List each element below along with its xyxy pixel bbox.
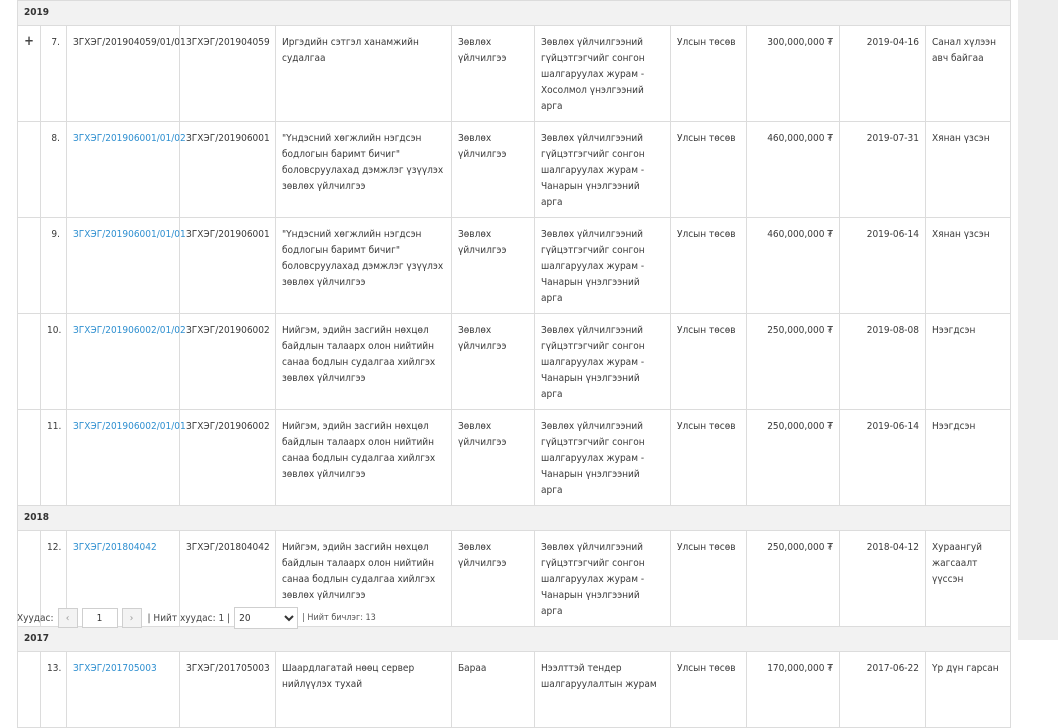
- procurement-type: Зөвлөх үйлчилгээ: [452, 122, 535, 218]
- year-group-row: [18, 506, 1011, 531]
- table-row[interactable]: [18, 218, 1011, 314]
- funding-source: Улсын төсөв: [671, 218, 747, 314]
- expand-plus-icon[interactable]: +: [24, 34, 34, 49]
- table-row[interactable]: [18, 410, 1011, 506]
- reference-cell: [67, 122, 186, 218]
- expand-cell: [18, 652, 41, 728]
- reference-cell: [67, 652, 180, 728]
- tender-status: Нээгдсэн: [926, 314, 1011, 410]
- procurement-method: Зөвлөх үйлчилгээний гүйцэтгэгчийг сонгон шалгаруулах журам - Чанарын үнэлгээний арга: [535, 218, 671, 314]
- funding-source: Улсын төсөв: [671, 314, 747, 410]
- page-number-input[interactable]: [82, 608, 118, 628]
- page-size-select[interactable]: [234, 607, 298, 629]
- tender-code: ЗГХЭГ/201904059: [180, 26, 276, 122]
- expand-cell: [18, 26, 41, 122]
- procurement-method: Зөвлөх үйлчилгээний гүйцэтгэгчийг сонгон шалгаруулах журам - Чанарын үнэлгээний арга: [535, 314, 671, 410]
- table-row[interactable]: [18, 652, 1011, 728]
- tender-code: ЗГХЭГ/201906002: [180, 314, 276, 410]
- reference-text: ЗГХЭГ/201904059/01/01: [73, 37, 186, 48]
- total-records-text: | Нийт бичлэг: 13: [302, 613, 376, 623]
- procurement-type: Зөвлөх үйлчилгээ: [452, 314, 535, 410]
- funding-source: Улсын төсөв: [671, 26, 747, 122]
- announce-date: 2019-08-08: [840, 314, 926, 410]
- reference-cell: [67, 314, 186, 410]
- procurement-method: Зөвлөх үйлчилгээний гүйцэтгэгчийг сонгон шалгаруулах журам - Чанарын үнэлгээний арга: [535, 531, 671, 627]
- budget-amount: 460,000,000 ₮: [747, 218, 840, 314]
- tender-code: ЗГХЭГ/201705003: [180, 652, 276, 728]
- tender-name: Нийгэм, эдийн засгийн нөхцөл байдлын талаарх олон нийтийн санаа бодлын судалгаа хийлгэх зөвлөх үйлчилгээ: [276, 410, 452, 506]
- reference-link[interactable]: ЗГХЭГ/201705003: [73, 663, 157, 674]
- table-row[interactable]: [18, 122, 1011, 218]
- budget-amount: 300,000,000 ₮: [747, 26, 840, 122]
- funding-source: Улсын төсөв: [671, 410, 747, 506]
- year-group-row: [18, 627, 1011, 652]
- budget-amount: 460,000,000 ₮: [747, 122, 840, 218]
- announce-date: 2019-06-14: [840, 218, 926, 314]
- year-group-label: 2019: [18, 1, 1011, 26]
- year-group-label: 2018: [18, 506, 1011, 531]
- funding-source: Улсын төсөв: [671, 122, 747, 218]
- row-number: 10.: [41, 314, 67, 410]
- procurement-type: Зөвлөх үйлчилгээ: [452, 26, 535, 122]
- procurement-type: Бараа: [452, 652, 535, 728]
- tender-code: ЗГХЭГ/201804042: [180, 531, 276, 627]
- row-number: 9.: [41, 218, 67, 314]
- tender-name: Шаардлагатай нөөц сервер нийлүүлэх тухай: [276, 652, 452, 728]
- procurement-type: Зөвлөх үйлчилгээ: [452, 410, 535, 506]
- tender-code: ЗГХЭГ/201906001: [180, 218, 276, 314]
- tender-status: Хянан үзсэн: [926, 218, 1011, 314]
- reference-link[interactable]: ЗГХЭГ/201906002/01/01: [73, 421, 186, 432]
- procurement-method: Зөвлөх үйлчилгээний гүйцэтгэгчийг сонгон шалгаруулах журам - Хосолмол үнэлгээний арга: [535, 26, 671, 122]
- procurement-method: Зөвлөх үйлчилгээний гүйцэтгэгчийг сонгон шалгаруулах журам - Чанарын үнэлгээний арга: [535, 410, 671, 506]
- row-number: 12.: [41, 531, 67, 627]
- funding-source: Улсын төсөв: [671, 652, 747, 728]
- announce-date: 2018-04-12: [840, 531, 926, 627]
- announce-date: 2019-04-16: [840, 26, 926, 122]
- total-pages-text: | Нийт хуудас: 1 |: [147, 612, 231, 624]
- tender-name: Иргэдийн сэтгэл ханамжийн судалгаа: [276, 26, 452, 122]
- procurement-method: Нээлттэй тендер шалгаруулалтын журам: [535, 652, 671, 728]
- expand-cell: [18, 410, 41, 506]
- announce-date: 2019-06-14: [840, 410, 926, 506]
- reference-cell: [67, 26, 186, 122]
- next-page-button[interactable]: [122, 608, 142, 628]
- funding-source: Улсын төсөв: [671, 531, 747, 627]
- tender-name: Нийгэм, эдийн засгийн нөхцөл байдлын талаарх олон нийтийн санаа бодлын судалгаа хийлгэх зөвлөх үйлчилгээ: [276, 314, 452, 410]
- tender-status: Нээгдсэн: [926, 410, 1011, 506]
- row-number: 8.: [41, 122, 67, 218]
- vertical-scrollbar[interactable]: [1018, 0, 1058, 640]
- procurement-type: Зөвлөх үйлчилгээ: [452, 218, 535, 314]
- page-label: Хуудас:: [17, 612, 54, 624]
- budget-amount: 250,000,000 ₮: [747, 531, 840, 627]
- tender-status: Санал хүлээн авч байгаа: [926, 26, 1011, 122]
- tender-code: ЗГХЭГ/201906002: [180, 410, 276, 506]
- procurement-type: Зөвлөх үйлчилгээ: [452, 531, 535, 627]
- budget-amount: 170,000,000 ₮: [747, 652, 840, 728]
- year-group-label: 2017: [18, 627, 1011, 652]
- pagination-bar: [17, 606, 376, 630]
- expand-cell: [18, 218, 41, 314]
- tender-code: ЗГХЭГ/201906001: [180, 122, 276, 218]
- row-number: 13.: [41, 652, 67, 728]
- reference-link[interactable]: ЗГХЭГ/201906002/01/02: [73, 325, 186, 336]
- year-group-row: [18, 1, 1011, 26]
- expand-cell: [18, 122, 41, 218]
- tender-status: Хураангуй жагсаалт үүссэн: [926, 531, 1011, 627]
- procurement-method: Зөвлөх үйлчилгээний гүйцэтгэгчийг сонгон шалгаруулах журам - Чанарын үнэлгээний арга: [535, 122, 671, 218]
- budget-amount: 250,000,000 ₮: [747, 314, 840, 410]
- announce-date: 2019-07-31: [840, 122, 926, 218]
- reference-cell: [67, 410, 186, 506]
- row-number: 11.: [41, 410, 67, 506]
- tender-status: Үр дүн гарсан: [926, 652, 1011, 728]
- budget-amount: 250,000,000 ₮: [747, 410, 840, 506]
- chevron-left-icon: ‹: [65, 612, 70, 624]
- row-number: 7.: [41, 26, 67, 122]
- tender-name: Нийгэм, эдийн засгийн нөхцөл байдлын талаарх олон нийтийн санаа бодлын судалгаа хийлгэх зөвлөх үйлчилгээ: [276, 531, 452, 627]
- announce-date: 2017-06-22: [840, 652, 926, 728]
- chevron-right-icon: ›: [129, 612, 134, 624]
- reference-link[interactable]: ЗГХЭГ/201906001/01/01: [73, 229, 186, 240]
- table-row[interactable]: [18, 314, 1011, 410]
- expand-cell: [18, 314, 41, 410]
- reference-link[interactable]: ЗГХЭГ/201906001/01/02: [73, 133, 186, 144]
- tender-name: "Үндэсний хөгжлийн нэгдсэн бодлогын баримт бичиг" боловсруулахад дэмжлэг үзүүлэх зөвлөх үйлчилгээ: [276, 218, 452, 314]
- reference-cell: [67, 218, 186, 314]
- tender-name: "Үндэсний хөгжлийн нэгдсэн бодлогын баримт бичиг" боловсруулахад дэмжлэг үзүүлэх зөвлөх үйлчилгээ: [276, 122, 452, 218]
- table-row[interactable]: [18, 26, 1011, 122]
- reference-link[interactable]: ЗГХЭГ/201804042: [73, 542, 157, 553]
- prev-page-button[interactable]: [58, 608, 78, 628]
- tender-status: Хянан үзсэн: [926, 122, 1011, 218]
